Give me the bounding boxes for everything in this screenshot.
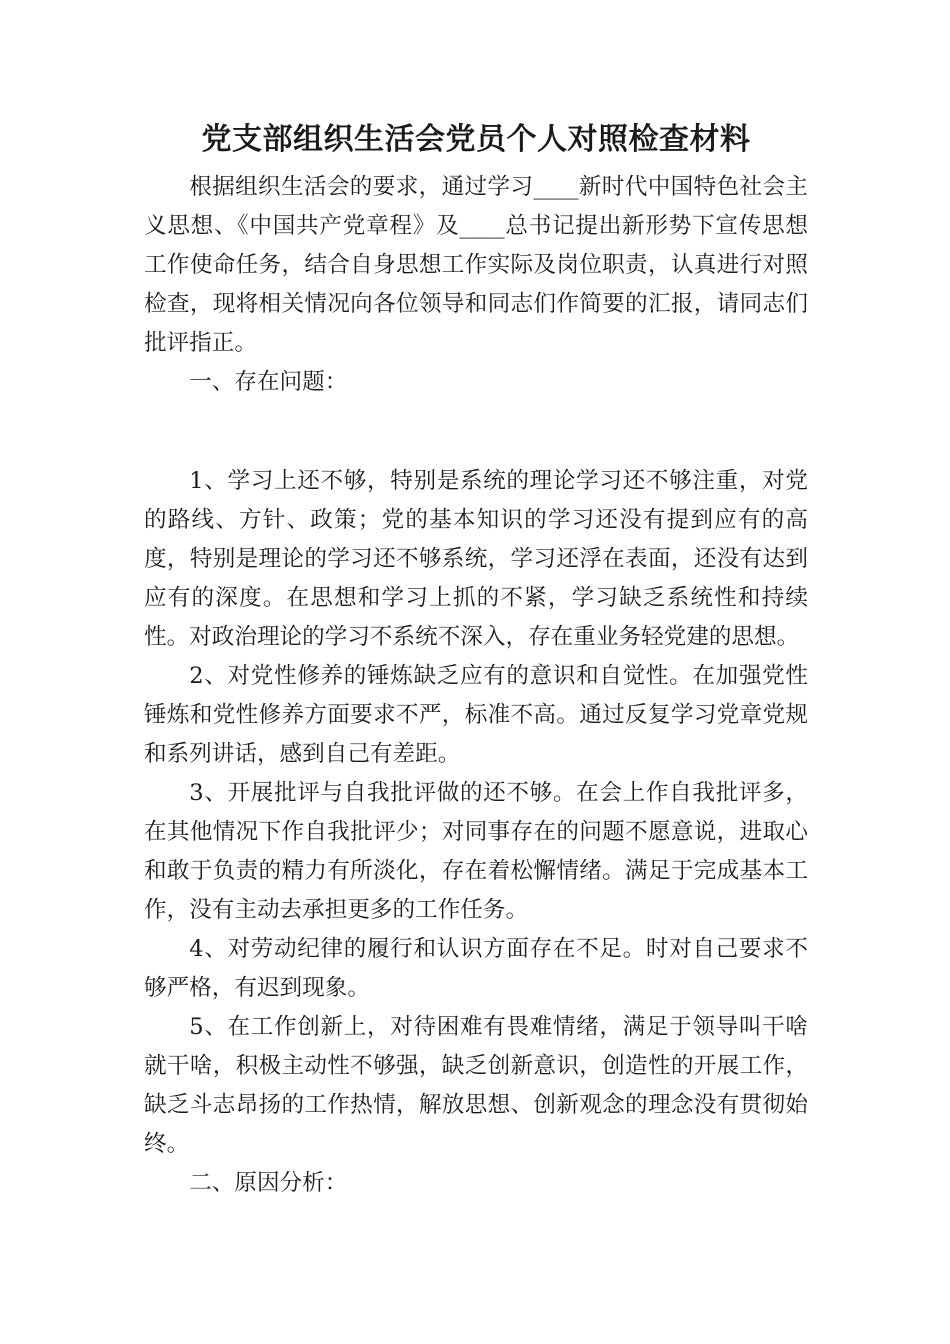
problem-item-3: 3、开展批评与自我批评做的还不够。在会上作自我批评多，在其他情况下作自我批评少；对同事存在的问题不愿意说，进取心和敢于负责的精力有所淡化，存在着松懈情绪。满足于完成基本工作，没有主动去承担更多的工作任务。 xyxy=(144,780,808,923)
section-heading-causes: 二、原因分析： xyxy=(189,1170,348,1196)
problem-item-5: 5、在工作创新上，对待困难有畏难情绪，满足于领导叫干啥就干啥，积极主动性不够强，缺乏创新意识，创造性的开展工作，缺乏斗志昂扬的工作热情，解放思想、创新观念的理念没有贯彻始终。 xyxy=(144,1014,808,1157)
document-page xyxy=(144,118,808,1203)
document-title: 党支部组织生活会党员个人对照检查材料 xyxy=(201,122,751,157)
problem-item-1: 1、学习上还不够，特别是系统的理论学习还不够注重，对党的路线、方针、政策；党的基本知识的学习还没有提到应有的高度，特别是理论的学习还不够系统，学习还浮在表面，还没有达到应有的深度。在思想和学习上抓的不紧，学习缺乏系统性和持续性。对政治理论的学习不系统不深入，存在重业务轻党建的思想。 xyxy=(144,468,808,650)
problem-item-4: 4、对劳动纪律的履行和认识方面存在不足。时对自己要求不够严格，有迟到现象。 xyxy=(144,936,808,1001)
section-heading-problems: 一、存在问题： xyxy=(189,369,348,395)
intro-paragraph: 根据组织生活会的要求，通过学习____新时代中国特色社会主义思想、《中国共产党章程》及____总书记提出新形势下宣传思想工作使命任务，结合自身思想工作实际及岗位职责，认真进行对照检查，现将相关情况向各位领导和同志们作简要的汇报，请同志们批评指正。 xyxy=(144,174,808,356)
blank-line xyxy=(144,402,808,462)
problem-item-2: 2、对党性修养的锤炼缺乏应有的意识和自觉性。在加强党性锤炼和党性修养方面要求不严，标准不高。通过反复学习党章党规和系列讲话，感到自己有差距。 xyxy=(144,663,808,767)
